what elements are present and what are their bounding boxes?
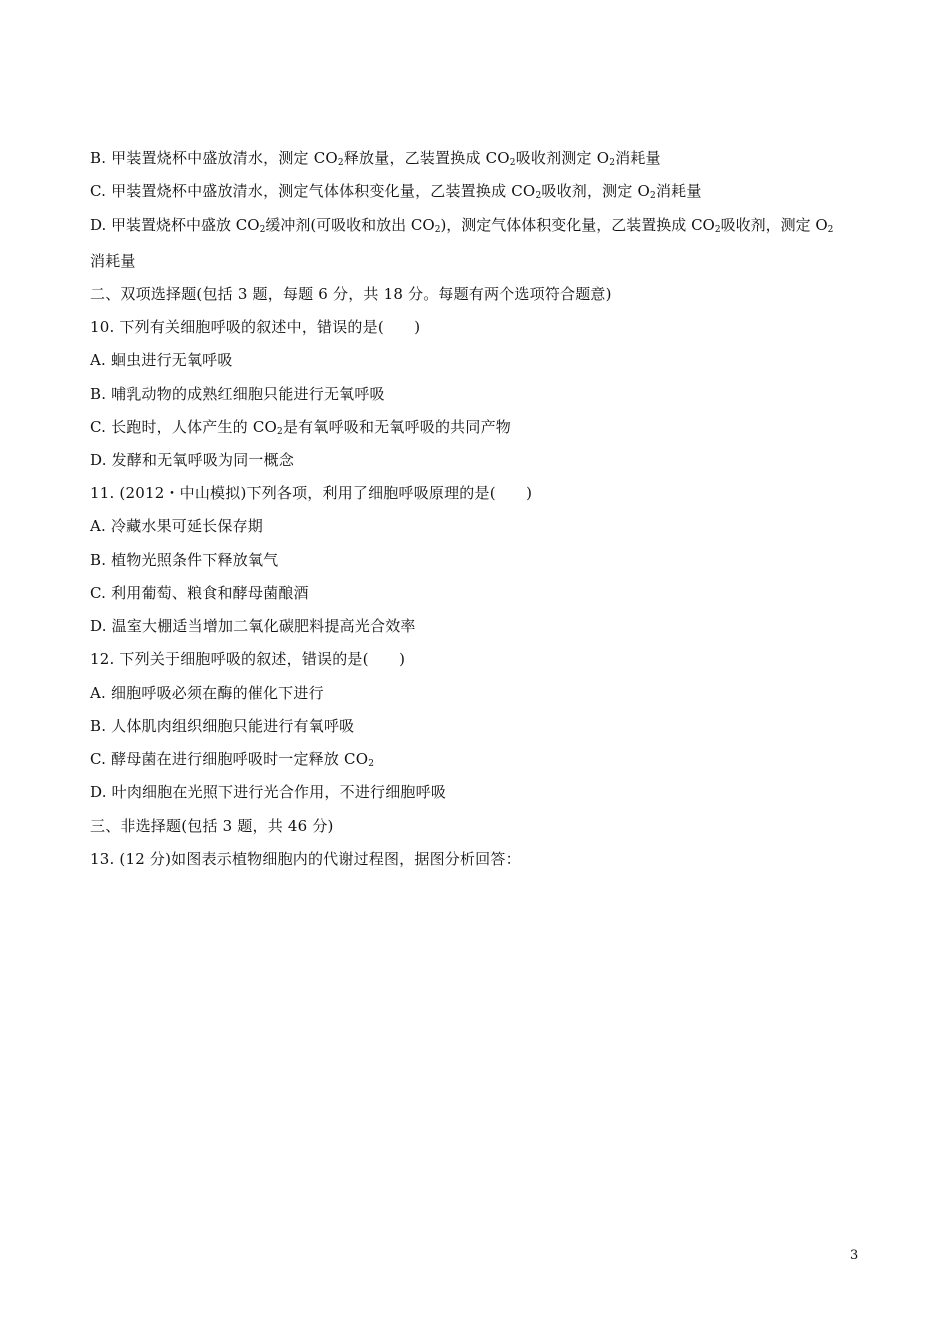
option-11d: D. 温室大棚适当增加二氧化碳肥料提高光合效率 <box>90 617 416 635</box>
option-10d: D. 发酵和无氧呼吸为同一概念 <box>90 451 295 469</box>
option-11a: A. 冷藏水果可延长保存期 <box>90 517 263 535</box>
option-12a: A. 细胞呼吸必须在酶的催化下进行 <box>90 684 324 702</box>
question-13: 13. (12 分)如图表示植物细胞内的代谢过程图，据图分析回答： <box>90 850 521 868</box>
option-9d-continued: 消耗量 <box>90 252 136 270</box>
option-11b: B. 植物光照条件下释放氧气 <box>90 551 279 569</box>
page-number: 3 <box>850 1248 859 1263</box>
option-11c: C. 利用葡萄、粮食和酵母菌酿酒 <box>90 584 309 602</box>
option-9b: B. 甲装置烧杯中盛放清水，测定 $CO_2$释放量，乙装置换成 $CO_2$吸收剂测定 $O_2$消耗量 <box>90 149 661 168</box>
question-10: 10. 下列有关细胞呼吸的叙述中，错误的是( ) <box>90 318 421 336</box>
question-11: 11. (2012・中山模拟)下列各项，利用了细胞呼吸原理的是( ) <box>90 484 533 502</box>
option-12c: C. 酵母菌在进行细胞呼吸时一定释放 $CO_2$ <box>90 750 375 769</box>
option-10a: A. 蛔虫进行无氧呼吸 <box>90 351 233 369</box>
option-12b: B. 人体肌肉组织细胞只能进行有氧呼吸 <box>90 717 355 735</box>
question-12: 12. 下列关于细胞呼吸的叙述，错误的是( ) <box>90 650 406 668</box>
option-12d: D. 叶肉细胞在光照下进行光合作用，不进行细胞呼吸 <box>90 783 447 801</box>
section-heading-non-choice: 三、非选择题(包括 3 题，共 46 分) <box>90 817 334 835</box>
section-heading-double-choice: 二、双项选择题(包括 3 题，每题 6 分，共 18 分。每题有两个选项符合题意) <box>90 285 612 303</box>
option-9c: C. 甲装置烧杯中盛放清水，测定气体体积变化量，乙装置换成 $CO_2$吸收剂，测定 $O_2$消耗量 <box>90 182 702 201</box>
option-10b: B. 哺乳动物的成熟红细胞只能进行无氧呼吸 <box>90 385 385 403</box>
option-10c: C. 长跑时，人体产生的 $CO_2$是有氧呼吸和无氧呼吸的共同产物 <box>90 418 511 437</box>
option-9d: D. 甲装置烧杯中盛放 $CO_2$缓冲剂(可吸收和放出 $CO_2$)，测定气体体积变化量，乙装置换成 $CO_2$吸收剂，测定 $O_2$ <box>90 216 834 235</box>
